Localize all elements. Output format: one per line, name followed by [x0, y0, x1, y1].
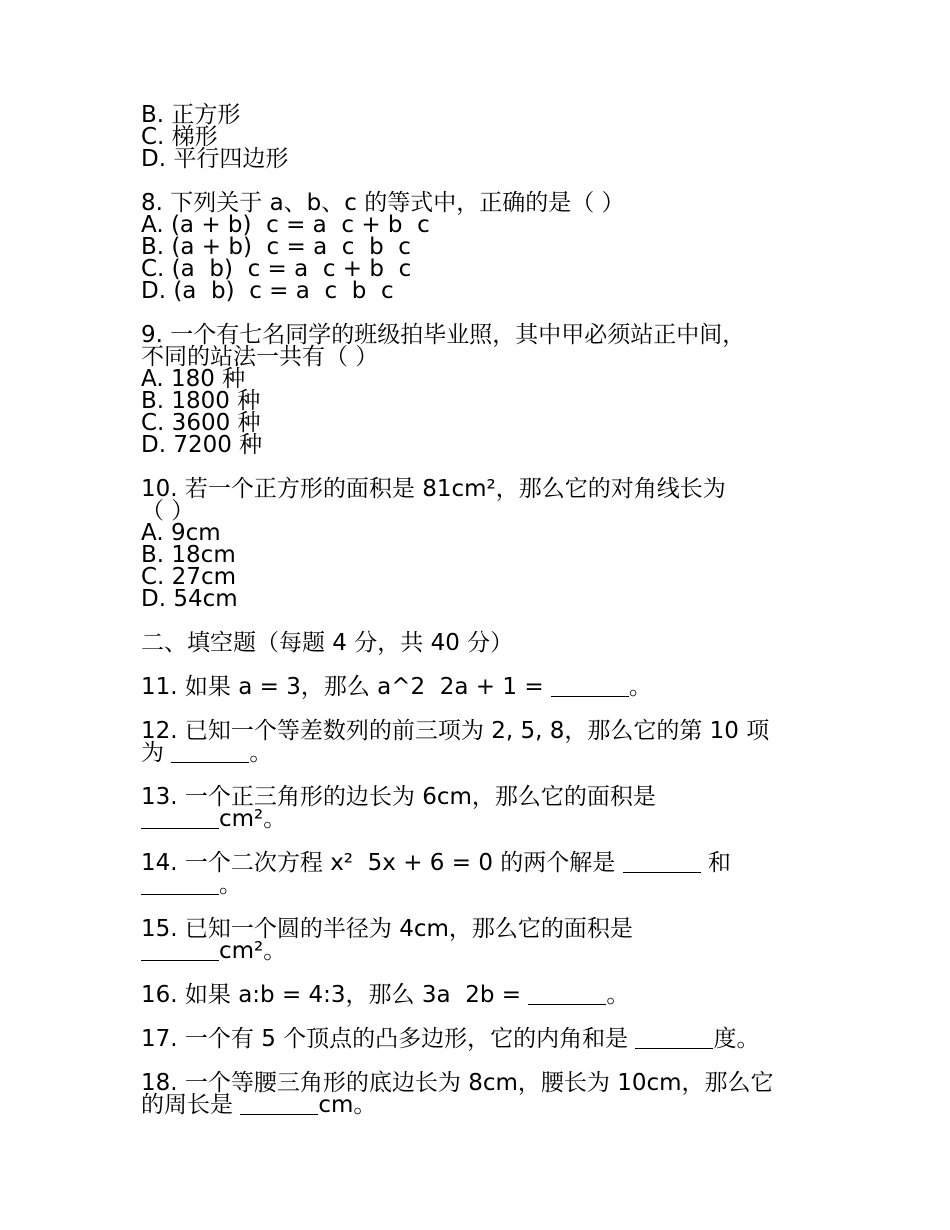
question-stem: 8. 下列关于 a、b、c 的等式中，正确的是（ ） [141, 190, 625, 216]
question-text: 15. 已知一个圆的半径为 4cm，那么它的面积是 [141, 916, 633, 942]
answer-blank [551, 676, 629, 697]
question-line [141, 940, 821, 962]
question-15 [141, 918, 821, 962]
option-d: D. (a b) c = a c b c [141, 278, 394, 304]
section-title: 二、填空题（每题 4 分，共 40 分） [141, 630, 514, 656]
question-18 [141, 1072, 821, 1116]
question-stem: 9. 一个有七名同学的班级拍毕业照，其中甲必须站正中间， [141, 322, 746, 348]
question-text-end: cm。 [318, 1092, 377, 1118]
question-12 [141, 720, 821, 764]
question-line [141, 874, 821, 896]
question-7-options [141, 104, 821, 170]
question-text: 11. 如果 a = 3，那么 a^2 2a + 1 = [141, 674, 551, 700]
question-stem-continued: （ ） [141, 498, 195, 524]
option-c: C. 3600 种 [141, 410, 261, 436]
question-text: 17. 一个有 5 个顶点的凸多边形，它的内角和是 [141, 1026, 636, 1052]
answer-blank [623, 852, 701, 873]
option-d: D. 54cm [141, 586, 238, 612]
answer-blank [141, 940, 219, 961]
option-d: D. 平行四边形 [141, 146, 289, 172]
question-text-end: 。 [219, 872, 242, 898]
question-line [141, 984, 821, 1006]
option-c: C. 梯形 [141, 124, 218, 150]
question-line [141, 742, 821, 764]
question-8 [141, 192, 821, 302]
answer-blank [141, 874, 219, 895]
question-text: 13. 一个正三角形的边长为 6cm，那么它的面积是 [141, 784, 656, 810]
question-11 [141, 676, 821, 698]
question-text: 18. 一个等腰三角形的底边长为 8cm，腰长为 10cm，那么它 [141, 1070, 774, 1096]
question-line [141, 1028, 821, 1050]
question-text-end: cm²。 [219, 938, 287, 964]
option-b: B. 1800 种 [141, 388, 261, 414]
answer-blank [528, 984, 606, 1005]
question-text-end: cm²。 [219, 806, 287, 832]
question-9 [141, 324, 821, 456]
answer-blank [171, 742, 249, 763]
answer-blank [635, 1028, 713, 1049]
answer-blank [240, 1094, 318, 1115]
question-line [141, 1094, 821, 1116]
question-17 [141, 1028, 821, 1050]
question-text: 12. 已知一个等差数列的前三项为 2, 5, 8，那么它的第 10 项 [141, 718, 770, 744]
question-text: 16. 如果 a:b = 4:3，那么 3a 2b = [141, 982, 529, 1008]
question-text-end: 度。 [713, 1026, 760, 1052]
option-a: A. 9cm [141, 520, 221, 546]
question-text: 14. 一个二次方程 x² 5x + 6 = 0 的两个解是 [141, 850, 623, 876]
question-text-end: 。 [249, 740, 273, 766]
option-b: B. 正方形 [141, 102, 241, 128]
option-b: B. (a + b) c = a c b c [141, 234, 411, 260]
option-d: D. 7200 种 [141, 432, 263, 458]
question-line [141, 852, 821, 874]
question-text-continued: 为 [141, 740, 172, 766]
question-16 [141, 984, 821, 1006]
exam-page [141, 104, 821, 1138]
option-a: A. 180 种 [141, 366, 246, 392]
question-text-continued: 的周长是 [141, 1092, 241, 1118]
question-10 [141, 478, 821, 610]
question-text-end: 。 [606, 982, 630, 1008]
question-line [141, 808, 821, 830]
option-c: C. (a b) c = a c + b c [141, 256, 412, 282]
answer-blank [141, 808, 219, 829]
question-stem: 10. 若一个正方形的面积是 81cm²，那么它的对角线长为 [141, 476, 726, 502]
option-a: A. (a + b) c = a c + b c [141, 212, 430, 238]
option-c: C. 27cm [141, 564, 236, 590]
question-text-end: 。 [628, 674, 652, 700]
question-stem-continued: 不同的站法一共有（ ） [141, 344, 379, 370]
question-text-mid: 和 [700, 850, 731, 876]
question-14 [141, 852, 821, 896]
question-13 [141, 786, 821, 830]
option-b: B. 18cm [141, 542, 236, 568]
question-line [141, 676, 821, 698]
